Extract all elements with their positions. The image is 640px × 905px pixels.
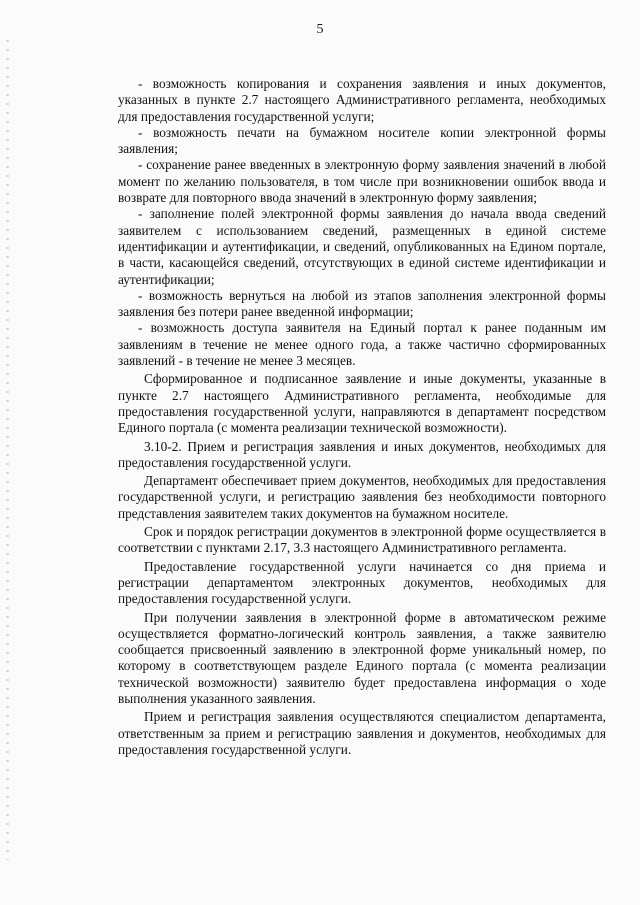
paragraph-bullet-save-values: - сохранение ранее введенных в электронную форму заявления значений в любой момент по желанию пользователя, в том числе при возникновении ошибок ввода и возврате для повторного ввода значений в электронную форму заявления; — [118, 157, 606, 206]
document-body — [118, 76, 606, 758]
paragraph-registration-terms: Срок и порядок регистрации документов в электронной форме осуществляется в соответствии с пунктами 2.17, 3.3 настоящего Административного регламента. — [118, 524, 606, 556]
paragraph-bullet-access-history: - возможность доступа заявителя на Единый портал к ранее поданным им заявлениям в течение не менее одного года, а также частично сформированных заявлений - в течение не менее 3 месяцев. — [118, 320, 606, 369]
paragraph-bullet-autofill: - заполнение полей электронной формы заявления до начала ввода сведений заявителем с использованием сведений, размещенных в единой системе идентификации и аутентификации, и сведений, опубликованных на Едином портале, в части, касающейся сведений, отсутствующих в единой системе идентификации и аутентификации; — [118, 206, 606, 287]
paragraph-submission: Сформированное и подписанное заявление и иные документы, указанные в пункте 2.7 настоящего Административного регламента, необходимые для предоставления государственной услуги, направляются в департамент посредством Единого портала (с момента реализации технической возможности). — [118, 371, 606, 436]
paragraph-service-start: Предоставление государственной услуги начинается со дня приема и регистрации департаментом электронных документов, необходимых для предоставления государственной услуги. — [118, 558, 606, 607]
paragraph-specialist-registration: Прием и регистрация заявления осуществляются специалистом департамента, ответственным за прием и регистрацию заявления и документов, необходимых для предоставления государственной услуги. — [118, 709, 606, 757]
paragraph-bullet-copy-save: - возможность копирования и сохранения заявления и иных документов, указанных в пункте 2.7 настоящего Административного регламента, необходимых для предоставления государственной услуги; — [118, 76, 606, 124]
paragraph-department-acceptance: Департамент обеспечивает прием документов, необходимых для предоставления государственной услуги, и регистрацию заявления без необходимости повторного представления заявителем таких документов на бумажном носителе. — [118, 473, 606, 521]
page-number: 5 — [316, 22, 324, 37]
paragraph-format-control: При получении заявления в электронной форме в автоматическом режиме осуществляется форматно-логический контроль заявления, а также заявителю сообщается присвоенный заявлению в электронной форме уникальный номер, по которому в соответствующем разделе Единого портала (с момента реализации технической возможности) заявителю будет предоставлена информация о ходе выполнения указанного заявления. — [118, 609, 606, 706]
paragraph-bullet-print: - возможность печати на бумажном носителе копии электронной формы заявления; — [118, 124, 606, 157]
paragraph-bullet-return-step: - возможность вернуться на любой из этапов заполнения электронной формы заявления без потери ранее введенной информации; — [118, 287, 606, 320]
scan-edge-artifact — [6, 40, 9, 860]
paragraph-section-3-10-2: 3.10-2. Прием и регистрация заявления и иных документов, необходимых для предоставления государственной услуги. — [118, 438, 606, 470]
